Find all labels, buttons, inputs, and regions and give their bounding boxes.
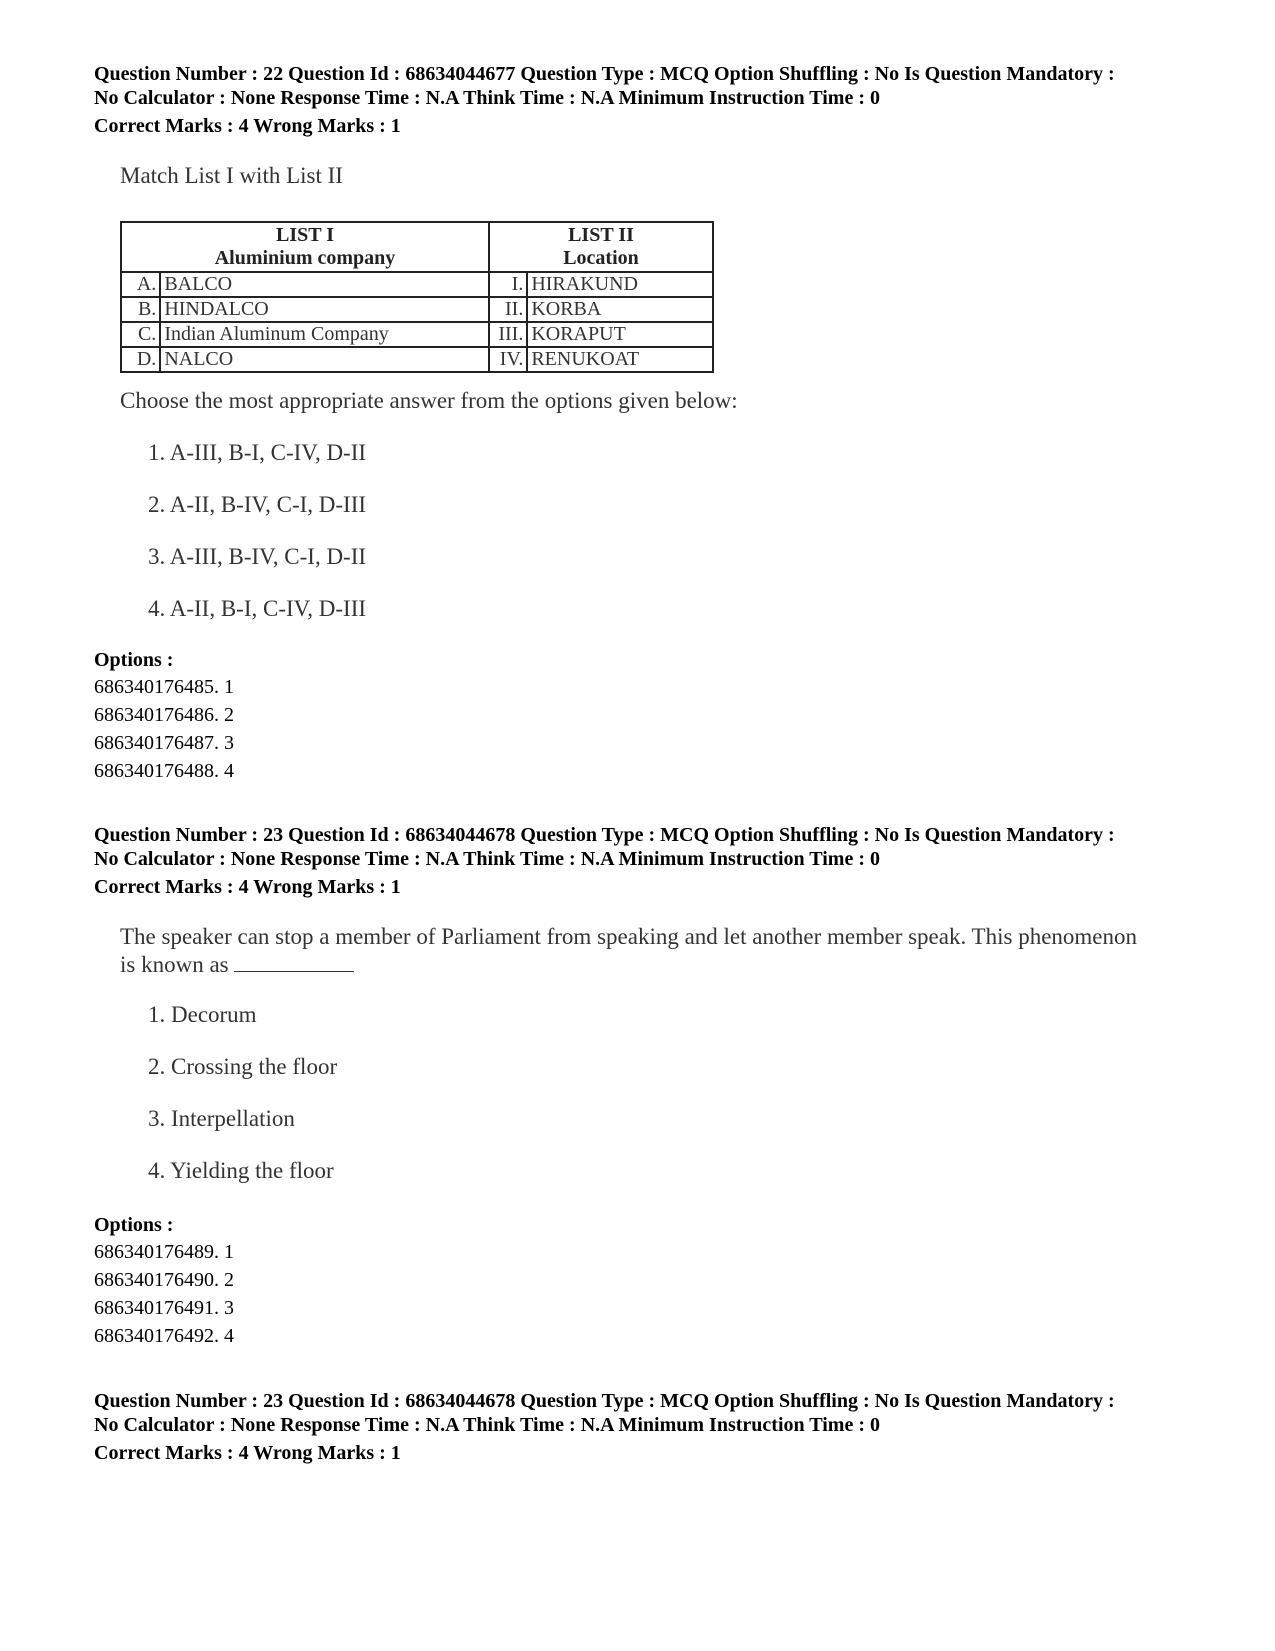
choice-item: 4. A-II, B-I, C-IV, D-III bbox=[148, 596, 367, 621]
table-row bbox=[121, 347, 713, 372]
list-2-key: II. bbox=[489, 297, 527, 322]
list-1-key: B. bbox=[121, 297, 160, 322]
question-23-header bbox=[94, 823, 1214, 899]
choice-item: 2. A-II, B-IV, C-I, D-III bbox=[148, 492, 367, 517]
list-1-subtitle: Aluminium company bbox=[214, 247, 396, 269]
option-item: 686340176489. 1 bbox=[94, 1241, 234, 1263]
list-1-key: A. bbox=[121, 272, 160, 297]
option-item: 686340176492. 4 bbox=[94, 1325, 234, 1347]
list-1-value: HINDALCO bbox=[160, 297, 489, 322]
marks-line: Correct Marks : 4 Wrong Marks : 1 bbox=[94, 115, 401, 137]
list-2-value: HIRAKUND bbox=[527, 272, 713, 297]
choice-item: 1. Decorum bbox=[148, 1002, 257, 1027]
marks-line: Correct Marks : 4 Wrong Marks : 1 bbox=[94, 876, 401, 898]
option-item: 686340176485. 1 bbox=[94, 676, 234, 698]
choice-item: 1. A-III, B-I, C-IV, D-II bbox=[148, 440, 367, 465]
header-line-2: No Calculator : None Response Time : N.A Think Time : N.A Minimum Instruction Time : 0 bbox=[94, 848, 880, 870]
table-row bbox=[121, 272, 713, 297]
header-line-1: Question Number : 23 Question Id : 68634044678 Question Type : MCQ Option Shuffling : No Is Question Mandatory : bbox=[94, 1390, 1115, 1412]
option-item: 686340176486. 2 bbox=[94, 704, 234, 726]
list-2-title: LIST II bbox=[568, 224, 634, 246]
header-line-1: Question Number : 22 Question Id : 68634044677 Question Type : MCQ Option Shuffling : No Is Question Mandatory : bbox=[94, 63, 1115, 85]
option-item: 686340176488. 4 bbox=[94, 760, 234, 782]
stem-line-2-text: is known as bbox=[120, 952, 229, 977]
table-row bbox=[121, 297, 713, 322]
list-1-title: LIST I bbox=[275, 224, 334, 246]
list-2-key: I. bbox=[489, 272, 527, 297]
list-1-value: NALCO bbox=[160, 347, 489, 372]
list-2-header bbox=[489, 222, 713, 272]
list-2-subtitle: Location bbox=[563, 247, 639, 269]
list-2-key: IV. bbox=[489, 347, 527, 372]
list-2-value: KORBA bbox=[527, 297, 713, 322]
list-1-key: C. bbox=[121, 322, 160, 347]
option-item: 686340176487. 3 bbox=[94, 732, 234, 754]
answer-blank bbox=[234, 951, 354, 972]
stem-line-1: The speaker can stop a member of Parliament from speaking and let another member speak. This phenomenon bbox=[120, 924, 1137, 949]
question-23-repeat-header bbox=[94, 1389, 1214, 1465]
marks-line: Correct Marks : 4 Wrong Marks : 1 bbox=[94, 1442, 401, 1464]
choice-item: 2. Crossing the floor bbox=[148, 1054, 338, 1079]
list-2-value: RENUKOAT bbox=[527, 347, 713, 372]
list-2-value: KORAPUT bbox=[527, 322, 713, 347]
list-1-value: Indian Aluminum Company bbox=[160, 322, 489, 347]
list-1-value: BALCO bbox=[160, 272, 489, 297]
header-line-2: No Calculator : None Response Time : N.A Think Time : N.A Minimum Instruction Time : 0 bbox=[94, 87, 880, 109]
options-label: Options : bbox=[94, 1214, 174, 1236]
list-2-key: III. bbox=[489, 322, 527, 347]
list-1-key: D. bbox=[121, 347, 160, 372]
question-22-stem: Match List I with List II bbox=[120, 163, 343, 188]
table-row bbox=[121, 322, 713, 347]
stem-line-2 bbox=[120, 951, 1200, 979]
choice-item: 3. Interpellation bbox=[148, 1106, 295, 1131]
option-item: 686340176491. 3 bbox=[94, 1297, 234, 1319]
option-item: 686340176490. 2 bbox=[94, 1269, 234, 1291]
header-line-1: Question Number : 23 Question Id : 68634044678 Question Type : MCQ Option Shuffling : No Is Question Mandatory : bbox=[94, 824, 1115, 846]
match-table bbox=[120, 221, 714, 373]
match-table-header bbox=[121, 222, 713, 272]
choice-item: 3. A-III, B-IV, C-I, D-II bbox=[148, 544, 367, 569]
choice-item: 4. Yielding the floor bbox=[148, 1158, 334, 1183]
list-1-header bbox=[121, 222, 489, 272]
options-label: Options : bbox=[94, 649, 174, 671]
question-23-stem bbox=[120, 923, 1200, 979]
header-line-2: No Calculator : None Response Time : N.A Think Time : N.A Minimum Instruction Time : 0 bbox=[94, 1414, 880, 1436]
question-22-header bbox=[94, 62, 1214, 138]
question-22-instruction: Choose the most appropriate answer from the options given below: bbox=[120, 388, 738, 413]
